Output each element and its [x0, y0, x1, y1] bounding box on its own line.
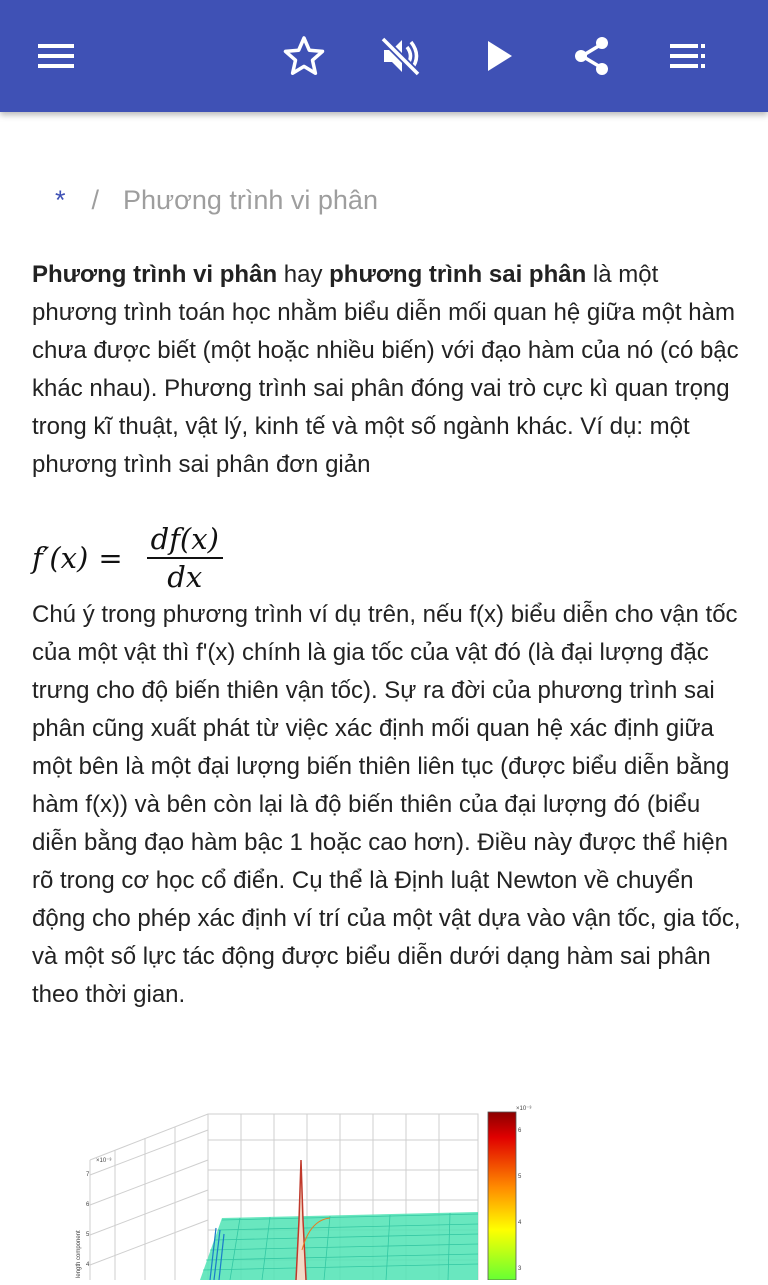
menu-button[interactable] [28, 28, 84, 84]
breadcrumb [55, 180, 378, 220]
formula-equals: = [98, 541, 123, 575]
surface-mesh [200, 1160, 478, 1280]
app-toolbar [0, 0, 768, 112]
intro-text: là một phương trình toán học nhằm biểu diễn mối quan hệ giữa một hàm chưa được biết (một hoặc nhiều biến) với đạo hàm của nó (có bậc khác nhau). Phương trình sai phân đóng vai trò cực kì quan trọng trong kĩ thuật, vật lý, kinh tế và một số ngành khác. Ví dụ: một phương trình sai phân đơn giản [32, 261, 739, 478]
term-difference-equation: phương trình sai phân [329, 261, 587, 288]
explanation-paragraph: Chú ý trong phương trình ví dụ trên, nếu f(x) biểu diễn cho vận tốc của một vật thì f'(x) chính là gia tốc của vật đó (là đại lượng đặc trưng cho độ biến thiên vận tốc). Sự ra đời của phương trình sai phân cũng xuất phát từ việc xác định mối quan hệ xác định giữa một bên là một đại lượng biến thiên liên tục (được biểu diễn bằng hàm f(x)) và bên còn lại là độ biến thiên của đại lượng đó (biểu diễn bằng đạo hàm bậc 1 hoặc cao hơn). Điều này được thể hiện rõ trong cơ học cổ điển. Cụ thể là Định luật Newton về chuyển động cho phép xác định ví trí của một vật dựa vào vận tốc, gia tốc, và một số lực tác động được biểu diễn dưới dạng hàm sai phân theo thời gian. [32, 601, 741, 1008]
volume-off-icon [378, 34, 422, 78]
breadcrumb-separator: / [91, 184, 100, 215]
breadcrumb-current: Phương trình vi phân [123, 184, 378, 215]
formula-lhs: f′(x) [32, 541, 89, 575]
formula-fraction [147, 521, 223, 595]
y-tick: 5 [86, 1232, 90, 1238]
intro-paragraph [32, 256, 742, 484]
colorbar-tick: 3 [518, 1266, 522, 1272]
colorbar-tick: 5 [518, 1174, 522, 1180]
mute-button[interactable] [372, 28, 428, 84]
y-tick: 7 [86, 1172, 90, 1178]
colorbar [488, 1112, 516, 1280]
y-tick: 6 [86, 1202, 90, 1208]
breadcrumb-home-link[interactable]: * [55, 184, 66, 215]
formula-denominator: dx [167, 560, 203, 594]
list-icon [668, 36, 708, 76]
term-differential-equation: Phương trình vi phân [32, 261, 278, 288]
article-figure[interactable] [70, 1100, 540, 1280]
play-button[interactable] [470, 28, 526, 84]
formula [32, 518, 223, 598]
star-icon [282, 34, 326, 78]
share-button[interactable] [564, 28, 620, 84]
y-tick: 4 [86, 1262, 90, 1268]
y-axis-exponent: ×10⁻³ [96, 1158, 112, 1164]
favorite-button[interactable] [276, 28, 332, 84]
colorbar-exponent: ×10⁻³ [516, 1106, 532, 1112]
formula-numerator: df(x) [147, 521, 223, 559]
surface-plot [70, 1100, 540, 1280]
y-axis-label: length component [76, 1230, 82, 1278]
colorbar-tick: 4 [518, 1220, 522, 1226]
play-icon [478, 36, 518, 76]
colorbar-tick: 6 [518, 1128, 522, 1134]
contents-button[interactable] [660, 28, 716, 84]
share-icon [570, 34, 614, 78]
menu-icon [36, 36, 76, 76]
intro-conjunction: hay [277, 261, 330, 288]
